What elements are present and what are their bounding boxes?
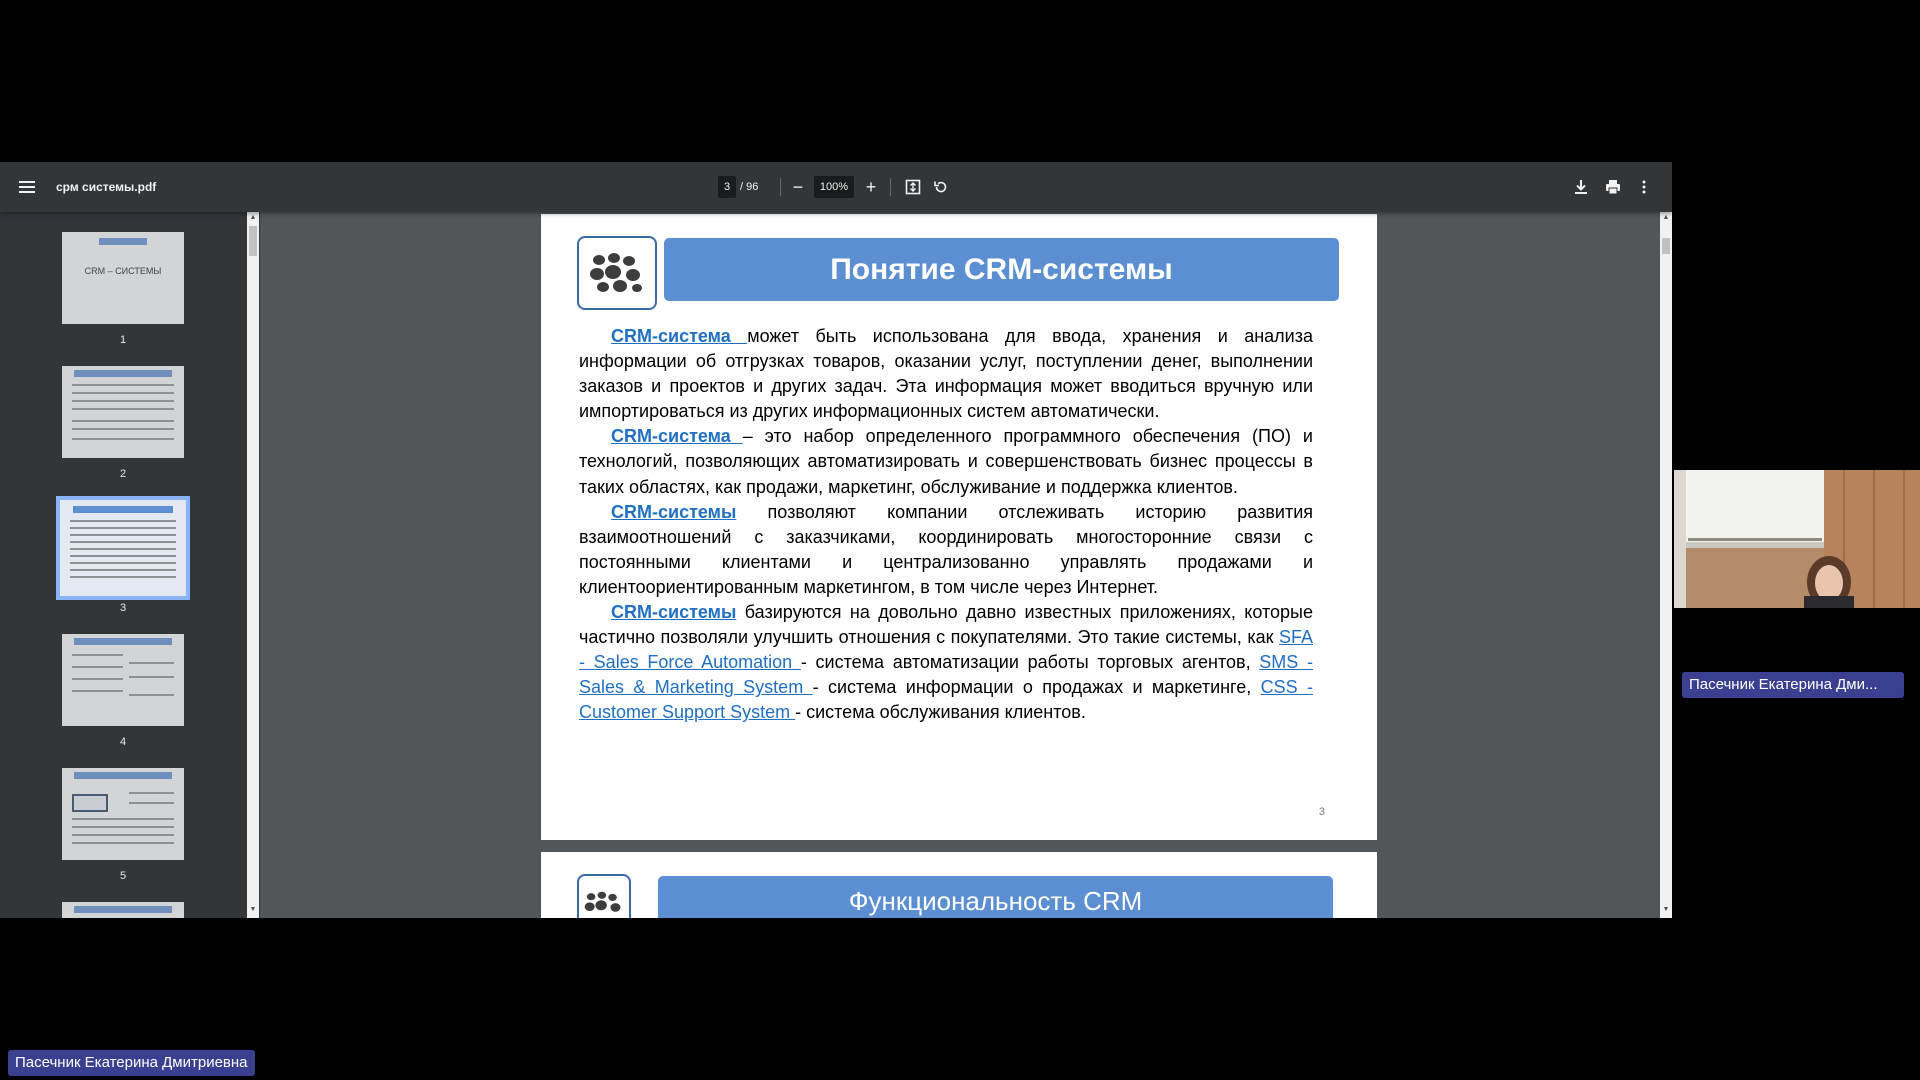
fit-page-icon[interactable]	[902, 175, 924, 199]
zoom-out-button[interactable]: −	[792, 176, 804, 197]
thumbnail-box	[72, 794, 108, 812]
more-options-icon[interactable]	[1636, 175, 1652, 199]
paragraph-text: - система информации о продажах и маркетинге,	[812, 677, 1261, 698]
thumbnail-header	[74, 772, 172, 779]
participant-video[interactable]	[1674, 470, 1920, 608]
thumbnail-number: 4	[119, 736, 127, 748]
thumbnail-number: 2	[119, 468, 127, 480]
thumbnail-page-1[interactable]	[62, 232, 184, 324]
thumbnail-line	[72, 678, 123, 680]
thumbnail-number: 5	[119, 870, 127, 882]
page-total: / 96	[740, 181, 759, 193]
paragraph-text: позволяют компании отслеживать историю развития взаимоотношений с заказчиками, координировать многосторонние связи с постоянными клиентами и централизованно управлять продажами и клиентоориентированным маркетингом, в том числе через Интернет.	[579, 501, 1313, 597]
thumbnail-line	[70, 541, 176, 543]
thumbnail-line	[129, 802, 174, 804]
thumbnail-line	[72, 842, 175, 844]
participant-name-label: Пасечник Екатерина Дми...	[1682, 672, 1904, 698]
people-group-icon	[589, 252, 645, 294]
thumbnail-line	[72, 690, 123, 692]
css-link[interactable]: CSS - Customer Support System	[579, 677, 1314, 723]
thumbnail-line	[72, 438, 175, 440]
document-area	[262, 212, 1660, 918]
thumbnail-header	[74, 370, 172, 377]
toolbar-divider	[780, 178, 781, 196]
thumbnail-line	[72, 666, 123, 668]
page-title: Понятие CRM-системы	[664, 238, 1339, 301]
thumbnail-line	[129, 662, 174, 664]
scroll-down-icon[interactable]: ▼	[249, 906, 257, 913]
thumbnail-line	[72, 428, 175, 430]
thumbnail-page-2[interactable]	[62, 366, 184, 458]
thumbnail-number: 3	[119, 602, 127, 614]
file-title: срм системы.pdf	[56, 180, 157, 194]
menu-icon[interactable]	[14, 175, 40, 199]
page-number: 3	[1318, 806, 1325, 818]
zoom-in-button[interactable]: +	[865, 176, 877, 197]
self-name-label: Пасечник Екатерина Дмитриевна	[8, 1050, 255, 1076]
thumbnail-line	[129, 792, 174, 794]
thumbnail-line	[70, 576, 176, 578]
pdf-viewer	[0, 162, 1672, 918]
thumbnail-page-4[interactable]	[62, 634, 184, 726]
thumbnail-line	[129, 694, 174, 696]
scrollbar-thumb[interactable]	[249, 226, 257, 256]
thumbnail-caption: CRM – СИСТЕМЫ	[84, 266, 162, 276]
page-title: Функциональность CRM	[658, 876, 1333, 918]
rotate-icon[interactable]	[930, 175, 952, 199]
scroll-down-icon[interactable]: ▼	[1662, 906, 1670, 913]
page-content	[579, 324, 1313, 726]
thumbnail-line	[70, 534, 176, 536]
paragraph	[579, 600, 1313, 725]
thumbnail-line	[70, 562, 176, 564]
thumbnail-line	[72, 834, 175, 836]
document-scrollbar[interactable]	[1660, 212, 1672, 918]
thumbnail-header	[73, 506, 174, 513]
thumbnail-line	[72, 818, 175, 820]
logo	[577, 874, 631, 918]
thumbnail-header	[74, 906, 172, 913]
paragraph-text: - система автоматизации работы торговых агентов,	[800, 652, 1260, 673]
thumbnail-line	[72, 392, 175, 394]
scroll-up-icon[interactable]: ▲	[249, 214, 257, 221]
logo	[577, 236, 657, 310]
crm-link[interactable]: CRM-система	[611, 426, 743, 447]
thumbnail-header	[74, 638, 172, 645]
pdf-page-3	[541, 214, 1377, 840]
thumbnail-page-6[interactable]	[62, 902, 184, 918]
thumbnail-line	[72, 654, 123, 656]
thumbnail-page-3[interactable]	[60, 500, 186, 596]
scrollbar-thumb[interactable]	[1662, 238, 1670, 254]
pdf-page-4	[541, 852, 1377, 918]
scroll-up-icon[interactable]: ▲	[1662, 214, 1670, 221]
crm-link[interactable]: CRM-система	[611, 326, 748, 346]
thumbnail-line	[72, 384, 175, 386]
paragraph-text: может быть использована для ввода, хранения и анализа информации об отгрузках товаров, оказании услуг, поступлении денег, выполнении заказов и проектов и других задач. Эта информация может вводиться вручную или импортироваться из других информационных систем автоматически.	[579, 326, 1313, 422]
thumbnail-line	[70, 527, 176, 529]
thumbnail-line	[72, 826, 175, 828]
video-feed	[1674, 470, 1920, 608]
sms-link[interactable]: SMS - Sales & Marketing System	[579, 652, 1313, 698]
paragraph	[579, 500, 1313, 600]
paragraph-text: – это набор определенного программного обеспечения (ПО) и технологий, позволяющих автоматизировать и совершенствовать бизнес процессы в таких областях, как продажи, маркетинг, обслуживание и поддержка клиентов.	[579, 426, 1313, 497]
thumbnail-line	[70, 555, 176, 557]
crm-link[interactable]: CRM-системы	[611, 501, 737, 522]
toolbar	[0, 162, 1672, 212]
thumbnail-line	[72, 420, 175, 422]
paragraph	[579, 324, 1313, 424]
thumbnail-line	[70, 520, 176, 522]
thumbnail-line	[70, 569, 176, 571]
sidebar-scrollbar[interactable]	[247, 212, 259, 918]
thumbnail-line	[129, 676, 174, 678]
thumbnail-page-5[interactable]	[62, 768, 184, 860]
thumbnail-sidebar	[0, 212, 260, 918]
thumbnail-number: 1	[119, 334, 127, 346]
people-group-icon	[584, 890, 624, 918]
thumbnail-line	[72, 408, 175, 410]
download-icon[interactable]	[1570, 175, 1592, 199]
print-icon[interactable]	[1601, 175, 1625, 199]
paragraph-text: - система обслуживания клиентов.	[795, 702, 1086, 723]
sfa-link[interactable]: SFA - Sales Force Automation	[579, 627, 1313, 673]
crm-link[interactable]: CRM-системы	[611, 602, 737, 623]
toolbar-divider	[890, 178, 891, 196]
paragraph	[579, 424, 1313, 499]
thumbnail-header	[99, 238, 148, 245]
thumbnail-line	[70, 548, 176, 550]
thumbnail-line	[72, 400, 175, 402]
zoom-level-input[interactable]: 100%	[814, 176, 854, 198]
paragraph-text: базируются на довольно давно известных приложениях, которые частично позволяли улучшить отношения с покупателями. Это такие системы, как	[579, 602, 1313, 648]
page-number-input[interactable]: 3	[718, 176, 736, 198]
